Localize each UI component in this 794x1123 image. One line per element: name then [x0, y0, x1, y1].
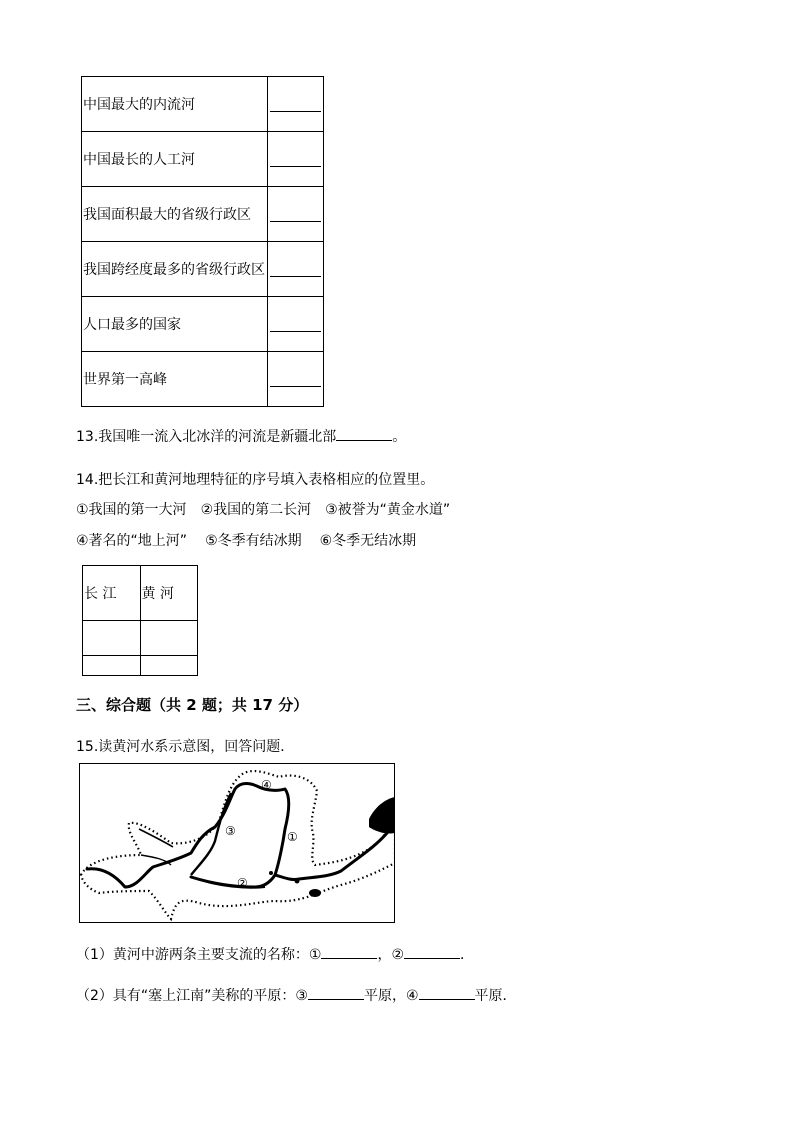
- header-huanghe: 黄 河: [140, 566, 198, 621]
- q15-sub2-mid: 平原，④: [363, 988, 419, 1004]
- q13-end: 。: [392, 429, 407, 445]
- row-label: 中国最长的人工河: [82, 132, 268, 187]
- map-label-1: ①: [287, 830, 298, 844]
- q15-sub2-blank1[interactable]: [308, 998, 364, 1000]
- q15-sub2-end: 平原．: [474, 988, 517, 1004]
- fill-table: [81, 76, 324, 407]
- answer-blank[interactable]: [270, 221, 321, 222]
- q14-option: ⑥冬季无结冰期: [319, 533, 417, 549]
- q15-sub1-text: （1）黄河中游两条主要支流的名称：①: [76, 947, 322, 963]
- point-marker: [295, 879, 300, 884]
- map-label-3: ③: [225, 824, 236, 838]
- answer-cell[interactable]: [267, 187, 323, 242]
- q14-option: ①我国的第一大河: [76, 502, 187, 518]
- table-row: [83, 621, 198, 676]
- q13-text: 13.我国唯一流入北冰洋的河流是新疆北部: [76, 429, 337, 445]
- map-label-2: ②: [237, 876, 248, 890]
- dam-marker: [309, 889, 321, 897]
- q14-options-line1: [76, 499, 450, 519]
- answer-blank[interactable]: [270, 276, 321, 277]
- q15-sub2: [76, 985, 517, 1005]
- section-title: 三、综合题（共 2 题；共 17 分）: [76, 696, 309, 714]
- row-label: 我国跨经度最多的省级行政区: [82, 242, 268, 297]
- answer-blank[interactable]: [270, 166, 321, 167]
- point-marker: [269, 871, 273, 875]
- answer-cell[interactable]: [267, 132, 323, 187]
- q15-sub1-blank1[interactable]: [321, 957, 377, 959]
- q15-sub1-mid: ，②: [377, 947, 405, 963]
- answer-cell[interactable]: [267, 297, 323, 352]
- table-row: [82, 242, 324, 297]
- table-row: [82, 132, 324, 187]
- q15-sub2-blank2[interactable]: [419, 998, 475, 1000]
- q13-blank[interactable]: [336, 439, 392, 441]
- yellow-river-map: [79, 763, 395, 923]
- answer-cell[interactable]: [267, 77, 323, 132]
- q15-sub1-end: ．: [460, 947, 475, 963]
- table-row: [82, 187, 324, 242]
- header-changjiang: 长 江: [83, 566, 141, 621]
- row-label: 我国面积最大的省级行政区: [82, 187, 268, 242]
- answer-cell[interactable]: [267, 242, 323, 297]
- river-table: [82, 565, 198, 676]
- q14-option: ③被誉为“黄金水道”: [325, 502, 451, 518]
- map-label-4: ④: [261, 778, 272, 792]
- answer-blank[interactable]: [270, 331, 321, 332]
- answer-blank[interactable]: [83, 655, 140, 656]
- answer-blank[interactable]: [270, 111, 321, 112]
- q14-options-line2: [76, 530, 416, 550]
- answer-cell[interactable]: [83, 621, 141, 676]
- q14-option: ②我国的第二长河: [200, 502, 312, 518]
- q15-sub1: [76, 944, 474, 964]
- q15-sub2-text: （2）具有“塞上江南”美称的平原：③: [76, 988, 308, 1004]
- q14-option: ⑤冬季有结冰期: [205, 533, 302, 549]
- table-row: [82, 352, 324, 407]
- table-header-row: [83, 566, 198, 621]
- answer-cell[interactable]: [140, 621, 198, 676]
- row-label: 中国最大的内流河: [82, 77, 268, 132]
- table-row: [82, 297, 324, 352]
- answer-cell[interactable]: [267, 352, 323, 407]
- q14-option: ④著名的“地上河”: [76, 533, 188, 549]
- answer-blank[interactable]: [270, 386, 321, 387]
- question-15-prompt: 15.读黄河水系示意图，回答问题．: [76, 739, 295, 755]
- table-row: [82, 77, 324, 132]
- row-label: 世界第一高峰: [82, 352, 268, 407]
- question-13: [76, 426, 406, 446]
- row-label: 人口最多的国家: [82, 297, 268, 352]
- question-14-prompt: 14.把长江和黄河地理特征的序号填入表格相应的位置里。: [76, 472, 435, 488]
- answer-blank[interactable]: [141, 655, 198, 656]
- q15-sub1-blank2[interactable]: [404, 957, 460, 959]
